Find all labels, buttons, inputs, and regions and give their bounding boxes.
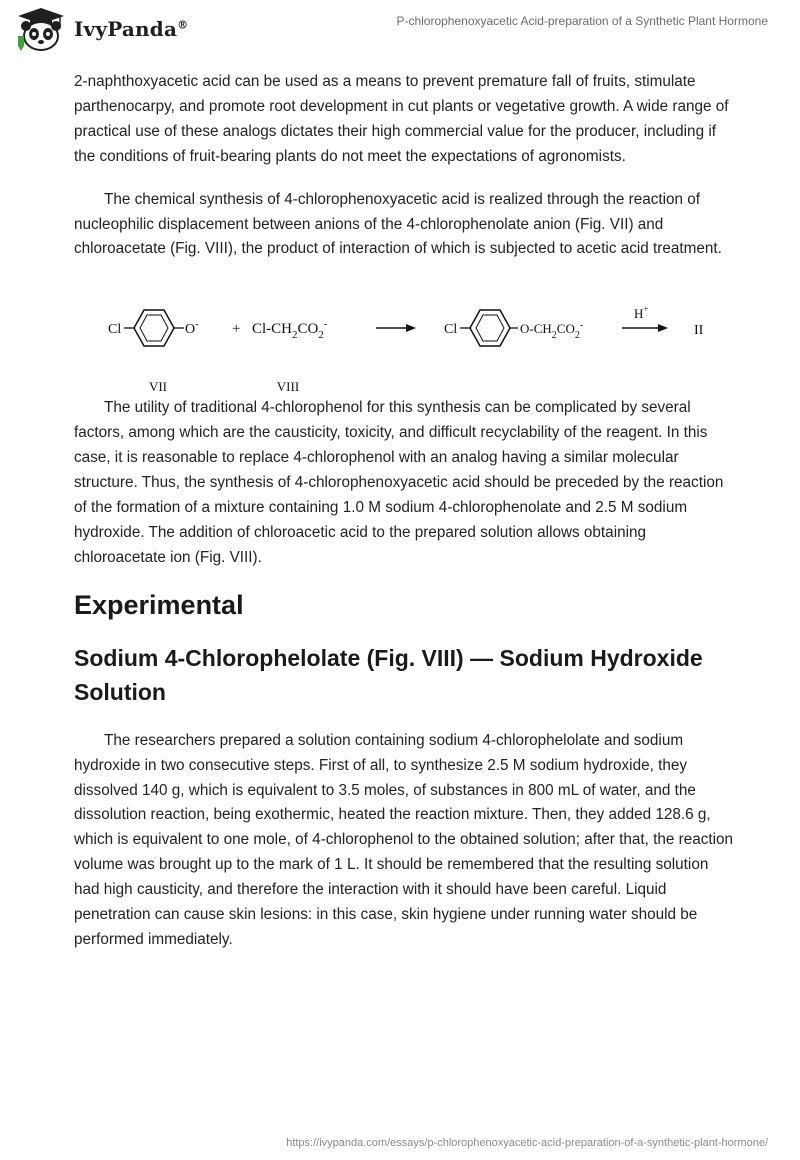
reaction-scheme-figure — [74, 262, 734, 396]
arrow-head-icon — [406, 324, 416, 332]
label-vii: VII — [148, 379, 168, 395]
label-ii: II — [694, 323, 704, 339]
arrow-head-icon — [658, 324, 668, 332]
document-title: P-chlorophenoxyacetic Acid-preparation of a Synthetic Plant Hormone — [396, 14, 768, 28]
product-formula: $O-CH_2CO_2^-$ — [520, 320, 584, 342]
o-minus-label: O- — [185, 319, 199, 338]
article-body — [74, 70, 734, 953]
page-header — [0, 0, 800, 60]
label-viii: VIII — [276, 379, 300, 395]
paragraph-1: 2-naphthoxyacetic acid can be used as a means to prevent premature fall of fruits, stimulate parthenocarpy, and promote root development in cut plants or vegetative growth. A wide range of practical use of these analogs dictates their high commercial value for the producer, including if the conditions of fruit-bearing plants do not meet the expectations of agronomists. — [74, 73, 729, 165]
subsection-heading: Sodium 4-Chlorophelolate (Fig. VIII) — Sodium Hydroxide Solution — [74, 644, 703, 705]
benzene-inner-right — [476, 315, 504, 341]
brand-name: IvyPanda® — [74, 17, 189, 41]
source-url[interactable]: https://ivypanda.com/essays/p-chlorophenoxyacetic-acid-preparation-of-a-synthetic-plant-hormone/ — [286, 1137, 768, 1149]
benzene-inner-left — [140, 315, 168, 341]
paragraph-4: The researchers prepared a solution containing sodium 4-chlorophelolate and sodium hydroxide in two consecutive steps. First of all, to synthesize 2.5 M sodium hydroxide, they dissolved 140 g, which is equivalent to 3.5 moles, of substances in 800 mL of water, and the dissolution reaction, being exothermic, heated the reaction mixture. Then, they added 128.6 g, which is equivalent to one mole, of 4-chlorophenol to the obtained solution; after that, the reaction volume was brought up to the mark of 1 L. It should be remembered that the resulting solution had high causticity, and therefore the interaction with it should have been careful. Liquid penetration can cause skin lesions: in this case, skin hygiene under running water should be performed immediately. — [74, 731, 734, 948]
cl-left-label: Cl — [108, 322, 122, 338]
h-plus-label: H+ — [634, 304, 649, 322]
chloroacetate-formula: $Cl-CH_2CO_2^-$ — [252, 319, 328, 342]
panda-mascot-icon — [14, 6, 68, 52]
paragraph-2: The chemical synthesis of 4-chlorophenoxyacetic acid is realized through the reaction of nucleophilic displacement between anions of the 4-chlorophenolate anion (Fig. VII) and chloroacetate (Fig. VIII), the product of interaction of which is subjected to acetic acid treatment. — [74, 190, 722, 258]
paragraph-3: The utility of traditional 4-chlorophenol for this synthesis can be complicated by several factors, among which are the causticity, toxicity, and difficult recyclability of the reagent. In this case, it is reasonable to replace 4-chlorophenol with an analog having a similar molecular structure. Thus, the synthesis of 4-chlorophenoxyacetic acid should be preceded by the reaction of the formation of a mixture containing 1.0 M sodium 4-chlorophenolate and 2.5 M sodium hydroxide. The addition of chloroacetic acid to the prepared solution allows obtaining chloroacetate ion (Fig. VIII). — [74, 399, 724, 566]
section-heading: Experimental — [74, 589, 244, 620]
reaction-scheme — [74, 262, 734, 396]
brand-logo[interactable] — [14, 6, 188, 52]
plus-sign: + — [232, 321, 241, 338]
cl-right-label: Cl — [444, 322, 458, 338]
